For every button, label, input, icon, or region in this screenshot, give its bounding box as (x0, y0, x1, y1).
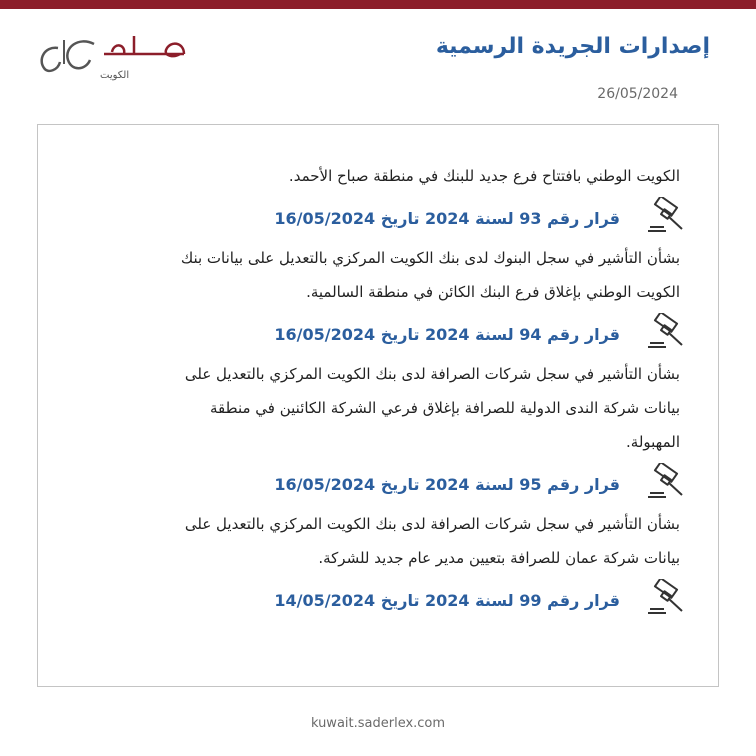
decision-header (104, 463, 680, 507)
content-box (37, 124, 719, 687)
decision-text-line: الكويت الوطني بإغلاق فرع البنك الكائن في منطقة السالمية. (306, 283, 680, 301)
decision-header (104, 197, 680, 241)
gavel-icon (642, 197, 688, 237)
decision-title[interactable]: قرار رقم 99 لسنة 2024 تاريخ 14/05/2024 (274, 591, 620, 610)
decision-entry (104, 579, 680, 623)
decision-text-line: بشأن التأشير في سجل شركات الصرافة لدى بنك الكويت المركزي بالتعديل على (184, 365, 680, 383)
decision-text-line: بشأن التأشير في سجل البنوك لدى بنك الكويت المركزي بالتعديل على بيانات بنك (180, 249, 680, 267)
decision-title[interactable]: قرار رقم 93 لسنة 2024 تاريخ 16/05/2024 (274, 209, 620, 228)
decision-header (104, 579, 680, 623)
decision-title[interactable]: قرار رقم 95 لسنة 2024 تاريخ 16/05/2024 (274, 475, 620, 494)
page-title: إصدارات الجريدة الرسمية (435, 34, 710, 59)
decision-text-line: بيانات شركة عمان للصرافة بتعيين مدير عام جديد للشركة. (318, 549, 680, 567)
top-accent-bar (0, 0, 756, 9)
decision-text-line: بشأن التأشير في سجل شركات الصرافة لدى بنك الكويت المركزي بالتعديل على (184, 515, 680, 533)
page-date: 26/05/2024 (597, 86, 678, 102)
decision-title[interactable]: قرار رقم 94 لسنة 2024 تاريخ 16/05/2024 (274, 325, 620, 344)
content-body (104, 159, 680, 623)
footer-website[interactable]: kuwait.saderlex.com (310, 716, 446, 731)
intro-text: الكويت الوطني بافتتاح فرع جديد للبنك في منطقة صباح الأحمد. (288, 167, 680, 185)
decision-entry (104, 463, 680, 575)
decision-list (104, 197, 680, 623)
decision-entry (104, 197, 680, 309)
logo-subtitle: الكويت (100, 70, 130, 81)
decision-header (104, 313, 680, 357)
gavel-icon (642, 579, 688, 619)
gavel-icon (642, 313, 688, 353)
decision-entry (104, 313, 680, 459)
gavel-icon (642, 463, 688, 503)
decision-text-line: بيانات شركة الندى الدولية للصرافة بإغلاق فرعي الشركة الكائنين في منطقة (210, 399, 680, 417)
decision-text-line: المهبولة. (626, 433, 680, 451)
